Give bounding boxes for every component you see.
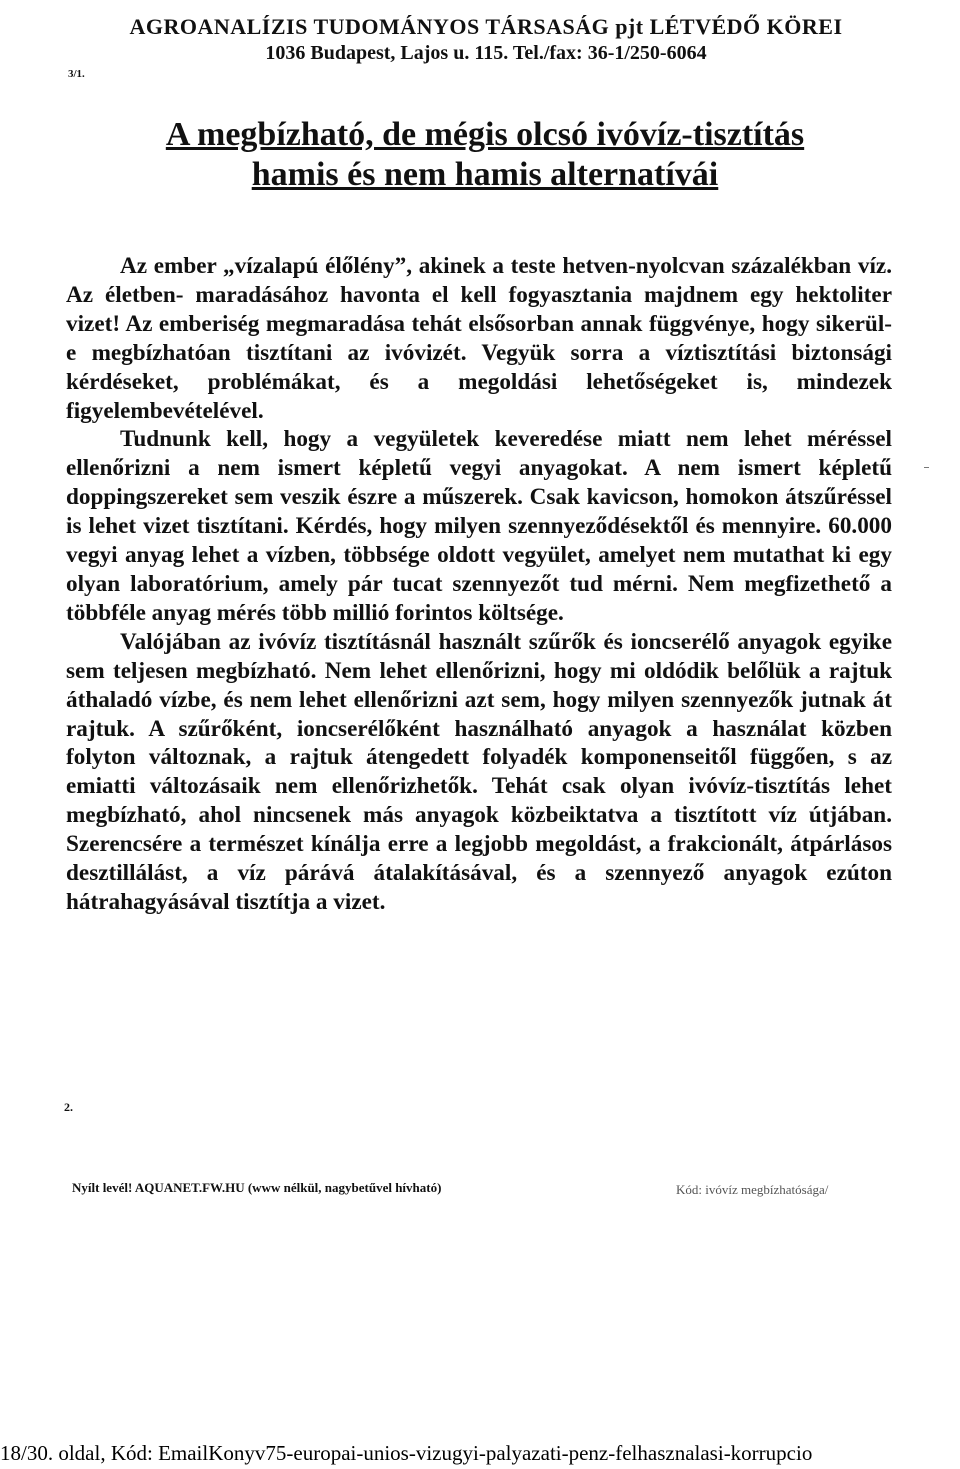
page-number-mark: 2.	[64, 1100, 73, 1114]
page-caption: 18/30. oldal, Kód: EmailKonyv75-europai-unios-vizugyi-palyazati-penz-felhasznalasi-korrupcio	[0, 1441, 813, 1465]
org-address: 1036 Budapest, Lajos u. 115. Tel./fax: 36-1/250-6064	[265, 42, 707, 64]
page-reference: 3/1.	[68, 68, 85, 80]
paragraph: Tudnunk kell, hogy a vegyületek keveredése miatt nem lehet méréssel ellenőrizni a nem ismert képletű vegyi anyagokat. A nem ismert képletű doppingszereket sem veszik észre a műszerek. Csak kavicson, homokon átszűréssel is lehet vizet tisztítani. Kérdés, hogy milyen szennyeződésektől és mennyire. 60.000 vegyi anyag lehet a vízben, többsége oldott vegyület, amelyet nem mutathat ki egy olyan laboratórium, amely pár tucat szennyezőt tud mérni. Nem megfizethető a többféle anyag mérés több millió forintos költsége.	[66, 426, 892, 626]
footer-code: Kód: ivóvíz megbízhatósága/	[676, 1182, 829, 1197]
scan-speck	[924, 467, 929, 468]
footer-open-letter: Nyílt levél! AQUANET.FW.HU (www nélkül, nagybetűvel hívható)	[72, 1180, 442, 1195]
org-name: AGROANALÍZIS TUDOMÁNYOS TÁRSASÁG pjt LÉTVÉDŐ KÖREI	[129, 14, 843, 39]
paragraph: Az ember „vízalapú élőlény”, akinek a teste hetven-nyolcvan százalékban víz. Az életben- maradásához havonta el kell fogyasztania majdnem egy hektoliter vizet! Az emberiség megmaradása tehát elsősorban annak függvénye, hogy sikerül-e megbízhatóan tisztítani az ivóvizét. Vegyük sorra a víztisztítási biztonsági kérdéseket, problémákat, és a megoldási lehetőségeket is, mindezek figyelembevételével.	[66, 253, 892, 424]
document-title-line-2: hamis és nem hamis alternatívái	[251, 156, 719, 193]
article-body	[66, 252, 892, 917]
document-title-line-1: A megbízható, de mégis olcsó ivóvíz-tisztítás	[165, 116, 805, 153]
paragraph: Valójában az ivóvíz tisztításnál használt szűrők és ioncserélő anyagok egyike sem teljesen megbízható. Nem lehet ellenőrizni, hogy mi oldódik belőlük a rajtuk áthaladó vízbe, és nem lehet ellenőrizni azt sem, hogy milyen szennyezők jutnak át rajtuk. A szűrőként, ioncserélőként használható anyagok a használat közben folyton változnak, a rajtuk átengedett folyadék komponenseitől függően, s az emiatti változásaik nem ellenőrizhetők. Tehát csak olyan ivóvíz-tisztítás lehet megbízható, ahol nincsenek más anyagok közbeiktatva a tisztított víz útjában. Szerencsére a természet kínálja erre a legjobb megoldást, a frakcionált, átpárlásos desztillálást, a víz párává átalakításával, és a szennyező anyagok ezúton hátrahagyásával tisztítja a vizet.	[66, 628, 892, 915]
